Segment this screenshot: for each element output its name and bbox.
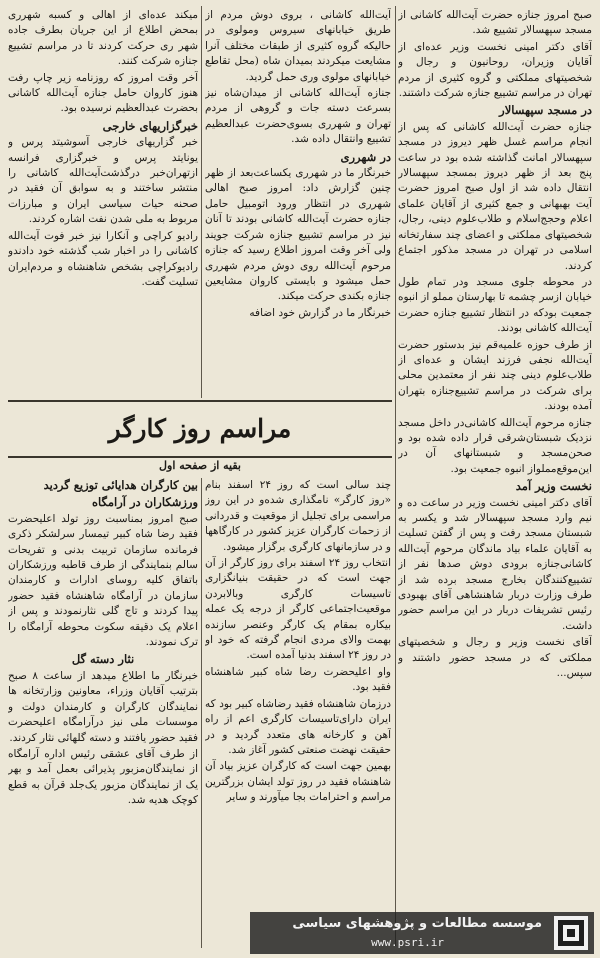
section-heading: نخست وزیر آمد (515, 479, 592, 494)
article-foreign-news (8, 8, 198, 396)
paragraph: رادیو کراچی و آنکارا نیز خبر فوت آیت‌الله کاشانی را در اخبار شب گذشته خود دادندو رادیوکراچی بشخص شاهنشاه و مردم‌ایران تسلیت گفت. (8, 229, 198, 288)
paragraph: آیت‌الله کاشانی ، بروی دوش مردم از طریق خیابانهای سیروس ومولوی در حالیکه گروه کثیری از طبقات مختلف آنرا مشایعت میکردند بمیدان شاه (محل تقاطع خیابانهای مولوی وری حمل گردید. (205, 9, 391, 83)
archive-watermark (250, 912, 594, 954)
column-divider (395, 6, 396, 946)
paragraph: از طرف آقای عشقی رئیس اداره آرامگاه از نمایندگان‌مزبور پذیرائی بعمل آمد و بهر یک از نمایندگان مزبور یک‌جلد قرآن به قطع کوچک هدیه شد. (8, 747, 198, 807)
continued-label: بقیه از صفحه اول (159, 459, 241, 472)
section-heading: خبرگزاریهای خارجی (102, 118, 198, 133)
paragraph: خبرنگار ما در شهرری یکساعت‌بعد از ظهر چنین گزارش داد: امروز صبح اهالی شهرری در انتظار ورود اتومبیل حامل جنازه حضرت آیت‌الله کاشانی بودند تا آنان نیز در مراسم تشییع جنازه شرکت جویند ولی آخر وقت امروز اطلاع رسید که جنازه مرحوم آیت‌الله روی دوش مردم شهرری حمل میشود و بایستی کاروان مشایعین جنازه بکندی حرکت میکند. (205, 167, 391, 303)
paragraph: خبر گزاریهای خارجی آسوشیتد پرس و یونایتد پرس و خبرگزاری فرانسه ازتهران‌خبر درگذشت‌آیت‌الله کاشانی را منتشر ساختند و به سوابق آن فقید در صحنه حیات سیاسی ایران و مبارزات مربوط به ملی شدن نفت اشاره کردند. (8, 136, 198, 226)
paragraph: آخر وقت امروز که روزنامه زیر چاپ رفت هنوز کاروان حامل جنازه آیت‌الله کاشانی بحضرت عبدالعظیم نرسیده بود. (8, 71, 198, 115)
section-heading: نثار دسته گل (71, 652, 135, 667)
paragraph: در محوطه جلوی مسجد ودر تمام طول خیابان ازسر چشمه تا بهارستان مملو از انبوه جمعیت بودکه در انتظار تشییع جنازه حضرت آیت‌الله کاشانی بودند. (398, 275, 592, 335)
paragraph: از طرف حوزه علمیه‌قم نیز بدستور حضرت آیت‌الله نجفی فرزند ایشان و عده‌ای از طلاب‌علوم دینی چند نفر از معتمدین محلی برای شرکت در مراسم تشییع‌جنازه بتهران آمده بودند. (398, 338, 592, 413)
column-divider (201, 6, 202, 398)
watermark-url: www.psri.ir (371, 936, 444, 949)
article-gifts (8, 478, 198, 954)
paragraph: خبرنگار ما در گزارش خود اضافه (249, 306, 391, 319)
paragraph: انتخاب روز ۲۴ اسفند برای روز کارگر از آن جهت است که در حقیقت بنیانگزاری تاسیسات کارگری وبالابردن موقعیت‌اجتماعی کارگر از درجه یک عمله بیکاره بمقام یک کارگر وعنصر سازنده بهمت والای مردی انجام گرفته که خود او در روز ۲۴ اسفند بدنیا آمده است. (205, 557, 391, 662)
paragraph: جنازه مرحوم آیت‌الله کاشانی‌در داخل مسجد نزدیک شبستان‌شرقی قرار داده شده بود و صحن‌مسجد و شبستانهای آن در این‌موقع‌مملواز انبوه جمعیت بود. (398, 416, 592, 475)
paragraph: جنازه آیت‌الله کاشانی از میدان‌شاه نیز بسرعت دسته جات و گروهی از مردم تهران و شهرری بسوی‌حضرت عبدالعظیم تشییع وانتقال داده شد. (205, 87, 391, 146)
paragraph: آقای دکتر امینی نخست وزیر در ساعت ده و نیم وارد مسجد سپهسالار شد و یکسر به شبستان مسجد رفت و پس از گفتن تسلیت به آقایان علماء بیاد ماندگان مرحوم آیت‌الله کاشانی‌جنازه برودی دوش صدها نفر از تشییع‌کنندگان بخارج مسجد برده شد از طرف وزارت دربار شاهنشاهی آقای بهبودی رئیس تشریفات دربار در این مراسم حضور داشت. (398, 496, 592, 632)
headline-top-rule (8, 400, 392, 402)
watermark-title: موسسه مطالعات و پژوهشهای سیاسی (292, 916, 542, 931)
headline-labor-day: مراسم روز کارگر (108, 414, 292, 443)
paragraph: آقای دکتر امینی نخست وزیر عده‌ای از آقایان وزیران، روحانیون و رجال و شخصیتهای مملکتی و گروه کثیری از مردم تهران در مراسم تشییع جنازه شرکت داشتند. (398, 40, 592, 100)
paragraph: خبرنگار ما اطلاع میدهد از ساعت ۸ صبح بترتیب آقایان وزراء، معاونین وزارتخانه ها نمایندگان کارگران و کارمندان دولت و موسسات ملی نیز درآرامگاه اعلیحضرت فقید حضور یافتند و دسته گلهائی نثار کردند. (8, 669, 198, 744)
paragraph: چند سالی است که روز ۲۴ اسفند بنام «روز کارگر» نامگذاری شده‌و در این روز مراسمی برای تجلیل از موقعیت و قدردانی از زحمات کارگران عزیز کشور در کارگاهها و در سازمانهای کارگری برگزار میشود. (205, 479, 391, 553)
section-heading: در شهرری (340, 149, 391, 164)
paragraph: صبح امروز بمناسبت روز تولد اعلیحضرت فقید رضا شاه کبیر تیمسار سرلشکر ذکری فرمانده سازمان تربیت بدنی و تفریحات سالم بنمایندگی از طرف قاطبه ورزشکاران باتفاق کلیه روسای ادارات و کارمندان سازمان در آرامگاه شاهنشاه فقید حضور پیدا کردند و تاج گلی نثارنمودند و پس از اعلام یک دقیقه سکوت محوطه آرامگاه را ترک نمودند. (8, 512, 198, 649)
paragraph: میکند عده‌ای از اهالی و کسبه شهرری بمحض اطلاع از این جریان بطرف جاده شهر ری حرکت کردند تا در مراسم تشییع جنازه شرکت کنند. (8, 9, 198, 68)
paragraph: درزمان شاهنشاه فقید رضاشاه کبیر بود که ایران دارای‌تاسیسات کارگری اعم از راه آهن و کارخانه های متعدد گردید و در حقیقت نهضت صنعتی کشور آغاز شد. (205, 697, 391, 756)
paragraph: صبح امروز جنازه حضرت آیت‌الله کاشانی از مسجد سپهسالار تشییع شد. (398, 9, 592, 37)
institute-logo-icon (554, 916, 588, 950)
article-labor-day (205, 478, 391, 954)
headline-bottom-rule (8, 456, 392, 458)
article-procession (205, 8, 391, 396)
paragraph: بهمین جهت است که کارگران عزیز بیاد آن شاهنشاه فقید در روز تولد ایشان بزرگترین مراسم و احترامات بجا میآورند و سایر (205, 760, 391, 804)
section-heading: بین کارگران هدایائی توزیع گردید (43, 478, 198, 492)
section-heading: ورزشکاران در آرامگاه (91, 495, 198, 510)
paragraph: آقای نخست وزیر و رجال و شخصیتهای مملکتی که در مسجد حضور داشتند و سپس... (398, 636, 592, 680)
paragraph: واو اعلیحضرت رضا شاه کبیر شاهنشاه فقید بود. (205, 665, 391, 694)
column-divider (201, 478, 202, 948)
article-funeral (398, 8, 592, 908)
section-heading: در مسجد سپهسالار (499, 103, 592, 118)
paragraph: جنازه حضرت آیت‌الله کاشانی که پس از انجام مراسم غسل ظهر دیروز در مسجد سپهسالار امانت گذاشته شده بود در ساعت پنج بعد از ظهر دیروز بمسجد سپهسالار انتقال داده شد از اول صبح امروز حضرت آیت بهبهانی و جمع کثیری از آقایان علمای اعلام وحجج‌اسلام و طلاب‌علوم دینی، رجال، شخصیتهای مملکتی و اعضای چند سفارتخانه اسلامی در تهران در مسجد مذکور اجتماع کردند. (398, 120, 592, 272)
